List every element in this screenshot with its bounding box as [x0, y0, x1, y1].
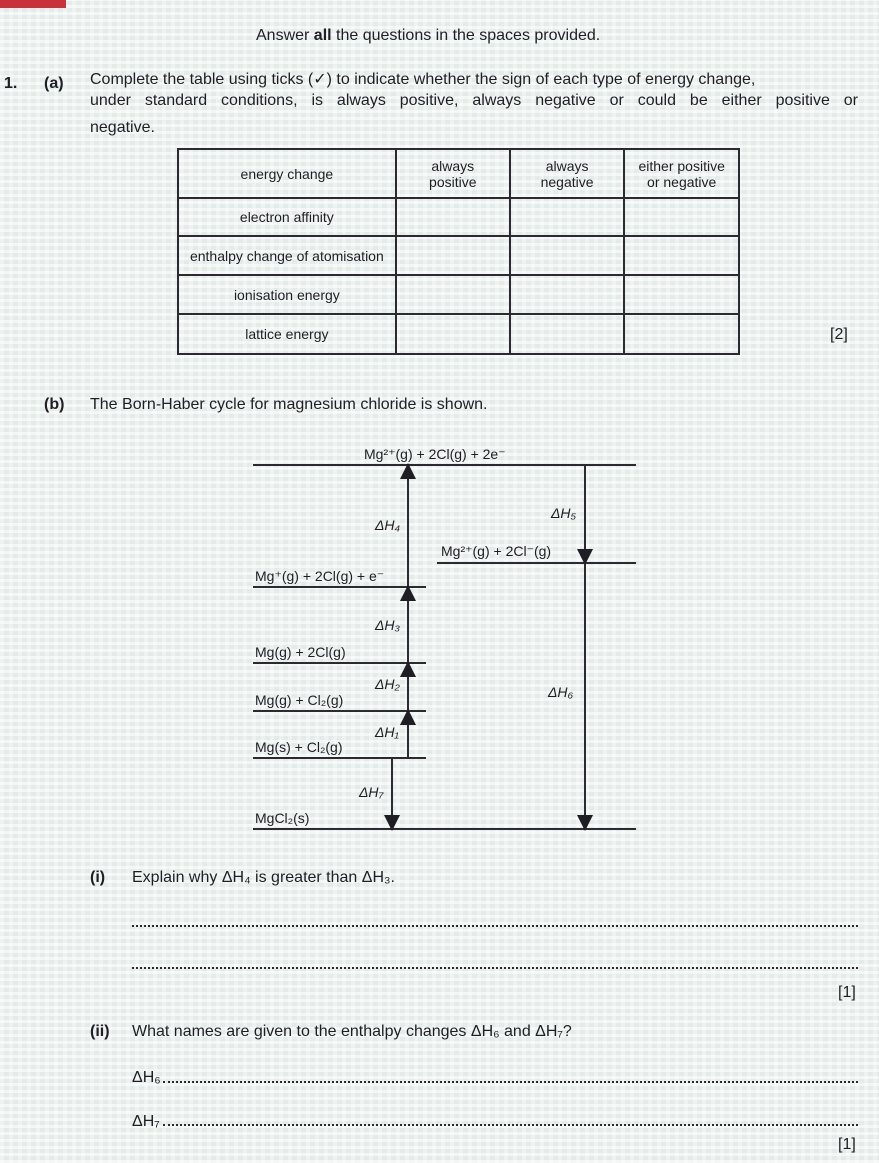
answer-line[interactable] — [132, 967, 858, 969]
part-a-text-line1: Complete the table using ticks (✓) to indicate whether the sign of each type of energy change, — [90, 71, 756, 88]
label-mg-plus: Mg⁺(g) + 2Cl(g) + e⁻ — [255, 568, 385, 584]
answer-line-dh6[interactable] — [163, 1081, 858, 1083]
label-mg-s-cl2: Mg(s) + Cl₂(g) — [255, 739, 343, 755]
label-dh1: ΔH₁ — [375, 724, 399, 740]
label-dh6: ΔH₆ — [548, 684, 574, 700]
part-a-text-line2: under standard conditions, is always positive, always negative or could be either positive or — [90, 92, 858, 109]
part-a-label: (a) — [44, 75, 64, 92]
part-b-text: The Born-Haber cycle for magnesium chloride is shown. — [90, 396, 488, 413]
row-label-ionisation-energy: ionisation energy — [178, 275, 396, 314]
part-ii-label: (ii) — [90, 1023, 110, 1040]
label-top-level: Mg²⁺(g) + 2Cl(g) + 2e⁻ — [364, 446, 506, 462]
answer-label-dh7: ΔH₇ — [132, 1113, 160, 1130]
column-header-always-positive: always positive — [396, 149, 510, 198]
answer-label-dh6: ΔH₆ — [132, 1069, 161, 1086]
column-header-always-negative: always negative — [510, 149, 625, 198]
label-mg-g-2cl: Mg(g) + 2Cl(g) — [255, 644, 346, 660]
label-dh3: ΔH₃ — [375, 617, 401, 633]
part-i-marks: [1] — [838, 984, 856, 1001]
answer-line[interactable] — [132, 925, 858, 927]
part-i-question: Explain why ΔH₄ is greater than ΔH₃. — [132, 869, 395, 886]
label-dh5: ΔH₅ — [551, 505, 577, 521]
label-mg2-cl-minus: Mg²⁺(g) + 2Cl⁻(g) — [441, 543, 552, 559]
part-ii-marks: [1] — [838, 1136, 856, 1153]
exam-instruction: Answer all the questions in the spaces provided. — [256, 27, 601, 44]
column-header-either: either positive or negative — [624, 149, 739, 198]
part-ii-question: What names are given to the enthalpy changes ΔH₆ and ΔH₇? — [132, 1023, 572, 1040]
label-dh2: ΔH₂ — [375, 676, 400, 692]
part-i-label: (i) — [90, 869, 106, 886]
row-label-electron-affinity: electron affinity — [178, 198, 396, 236]
label-mgcl2: MgCl₂(s) — [255, 810, 310, 826]
row-label-lattice-energy: lattice energy — [178, 314, 396, 354]
question-number: 1. — [4, 75, 18, 92]
label-dh7: ΔH₇ — [359, 784, 384, 800]
label-dh4: ΔH₄ — [375, 517, 401, 533]
part-a-text-line3: negative. — [90, 119, 155, 136]
column-header-energy-change: energy change — [178, 149, 396, 198]
answer-line-dh7[interactable] — [163, 1124, 858, 1126]
row-label-atomisation: enthalpy change of atomisation — [178, 236, 396, 275]
part-a-marks: [2] — [830, 326, 848, 343]
part-b-label: (b) — [44, 396, 65, 413]
label-mg-g-cl2: Mg(g) + Cl₂(g) — [255, 692, 344, 708]
